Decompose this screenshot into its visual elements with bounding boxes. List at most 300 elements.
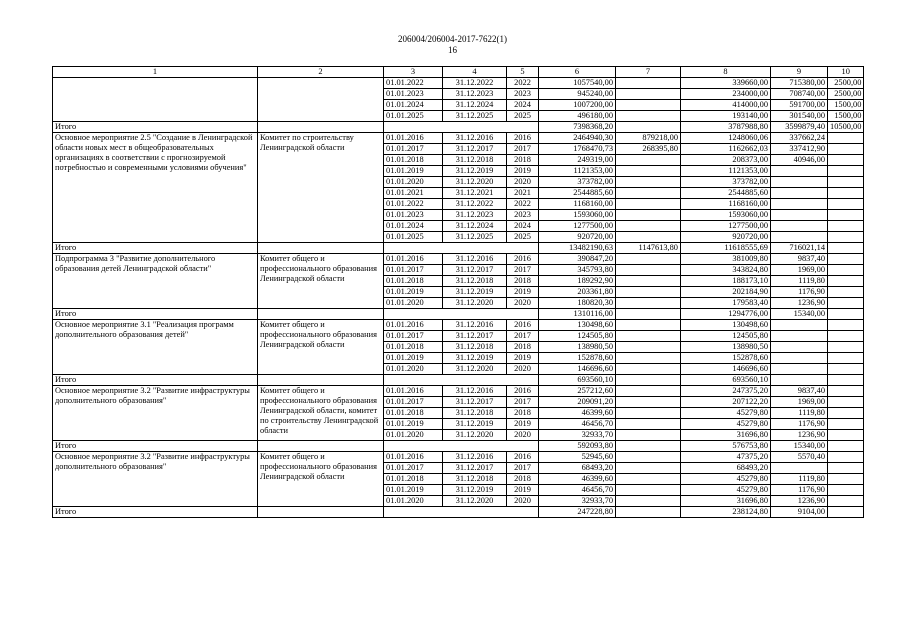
federal-budget [616, 155, 681, 166]
col-header: 3 [384, 67, 443, 78]
start-date: 01.01.2016 [384, 320, 443, 331]
year: 2022 [507, 78, 539, 89]
local-budget: 1236,90 [771, 496, 828, 507]
total-amount: 189292,90 [539, 276, 616, 287]
other-sources [828, 155, 864, 166]
header-row [53, 67, 864, 78]
year: 2020 [507, 298, 539, 309]
other-sources: 1500,00 [828, 100, 864, 111]
year: 2017 [507, 397, 539, 408]
total-row [53, 375, 864, 386]
local-budget [771, 342, 828, 353]
total-row [53, 441, 864, 452]
start-date: 01.01.2016 [384, 386, 443, 397]
year: 2023 [507, 210, 539, 221]
regional-budget: 45279,80 [681, 419, 771, 430]
federal-budget [616, 463, 681, 474]
local-budget [771, 177, 828, 188]
federal-budget [616, 309, 681, 320]
other-sources [828, 430, 864, 441]
end-date: 31.12.2025 [443, 111, 507, 122]
other-sources [828, 254, 864, 265]
end-date: 31.12.2018 [443, 276, 507, 287]
total-amount: 257212,60 [539, 386, 616, 397]
total-label: Итого [53, 243, 258, 254]
end-date: 31.12.2020 [443, 298, 507, 309]
regional-budget: 1248060,06 [681, 133, 771, 144]
total-amount: 138980,50 [539, 342, 616, 353]
year: 2022 [507, 199, 539, 210]
end-date: 31.12.2018 [443, 342, 507, 353]
local-budget [771, 232, 828, 243]
col-header: 9 [771, 67, 828, 78]
year: 2019 [507, 287, 539, 298]
executor: Комитет по строительству Ленинградской области [258, 133, 384, 243]
local-budget: 9837,40 [771, 386, 828, 397]
empty-cell [258, 243, 384, 254]
regional-budget: 1277500,00 [681, 221, 771, 232]
other-sources [828, 441, 864, 452]
total-label: Итого [53, 309, 258, 320]
executor: Комитет общего и профессионального образования Ленинградской области [258, 320, 384, 375]
total-label: Итого [53, 122, 258, 133]
end-date: 31.12.2019 [443, 287, 507, 298]
total-amount: 146696,60 [539, 364, 616, 375]
local-budget: 1236,90 [771, 430, 828, 441]
year: 2020 [507, 177, 539, 188]
regional-budget: 920720,00 [681, 232, 771, 243]
other-sources [828, 463, 864, 474]
other-sources: 10500,00 [828, 122, 864, 133]
local-budget [771, 188, 828, 199]
regional-budget: 45279,80 [681, 474, 771, 485]
federal-budget [616, 276, 681, 287]
local-budget [771, 375, 828, 386]
local-budget: 337412,90 [771, 144, 828, 155]
other-sources [828, 375, 864, 386]
col-header: 4 [443, 67, 507, 78]
end-date: 31.12.2019 [443, 353, 507, 364]
start-date: 01.01.2020 [384, 364, 443, 375]
total-amount: 592093,80 [539, 441, 616, 452]
col-header: 6 [539, 67, 616, 78]
local-budget: 337662,24 [771, 133, 828, 144]
local-budget: 1119,80 [771, 474, 828, 485]
start-date: 01.01.2022 [384, 199, 443, 210]
regional-budget: 1162662,03 [681, 144, 771, 155]
regional-budget: 238124,80 [681, 507, 771, 518]
total-amount: 945240,00 [539, 89, 616, 100]
local-budget: 15340,00 [771, 309, 828, 320]
year: 2016 [507, 386, 539, 397]
end-date: 31.12.2019 [443, 419, 507, 430]
total-amount: 209091,20 [539, 397, 616, 408]
total-amount: 496180,00 [539, 111, 616, 122]
total-amount: 46456,70 [539, 485, 616, 496]
other-sources [828, 386, 864, 397]
regional-budget: 11618555,69 [681, 243, 771, 254]
total-amount: 1168160,00 [539, 199, 616, 210]
year: 2024 [507, 100, 539, 111]
local-budget: 708740,00 [771, 89, 828, 100]
total-amount: 46399,60 [539, 474, 616, 485]
end-date: 31.12.2017 [443, 265, 507, 276]
regional-budget: 31696,80 [681, 430, 771, 441]
year: 2019 [507, 485, 539, 496]
end-date: 31.12.2018 [443, 474, 507, 485]
start-date: 01.01.2020 [384, 298, 443, 309]
total-amount: 46456,70 [539, 419, 616, 430]
table-row [53, 386, 864, 397]
col-header: 10 [828, 67, 864, 78]
federal-budget [616, 232, 681, 243]
year: 2017 [507, 463, 539, 474]
year: 2019 [507, 166, 539, 177]
local-budget: 715380,00 [771, 78, 828, 89]
federal-budget [616, 287, 681, 298]
local-budget: 40946,00 [771, 155, 828, 166]
total-amount: 1007200,00 [539, 100, 616, 111]
regional-budget: 414000,00 [681, 100, 771, 111]
other-sources [828, 133, 864, 144]
end-date: 31.12.2023 [443, 89, 507, 100]
page-number: 16 [448, 45, 457, 55]
regional-budget: 31696,80 [681, 496, 771, 507]
start-date: 01.01.2017 [384, 144, 443, 155]
end-date: 31.12.2023 [443, 210, 507, 221]
col-header: 7 [616, 67, 681, 78]
local-budget: 1176,90 [771, 419, 828, 430]
federal-budget [616, 496, 681, 507]
executor: Комитет общего и профессионального образования Ленинградской области [258, 452, 384, 507]
col-header: 1 [53, 67, 258, 78]
start-date: 01.01.2019 [384, 419, 443, 430]
local-budget [771, 166, 828, 177]
other-sources [828, 243, 864, 254]
federal-budget [616, 111, 681, 122]
federal-budget [616, 331, 681, 342]
total-row [53, 243, 864, 254]
local-budget: 9837,40 [771, 254, 828, 265]
federal-budget [616, 474, 681, 485]
other-sources [828, 298, 864, 309]
year: 2021 [507, 188, 539, 199]
local-budget [771, 331, 828, 342]
table-row [53, 78, 864, 89]
start-date: 01.01.2021 [384, 188, 443, 199]
regional-budget: 138980,50 [681, 342, 771, 353]
table-body [53, 78, 864, 518]
total-label: Итого [53, 441, 258, 452]
local-budget: 1969,00 [771, 397, 828, 408]
federal-budget [616, 78, 681, 89]
other-sources [828, 474, 864, 485]
local-budget: 15340,00 [771, 441, 828, 452]
total-amount: 32933,70 [539, 430, 616, 441]
federal-budget [616, 298, 681, 309]
empty-cell [258, 309, 384, 320]
other-sources [828, 309, 864, 320]
regional-budget: 146696,60 [681, 364, 771, 375]
program-title: Основное мероприятие 3.2 "Развитие инфраструктуры дополнительного образования" [53, 452, 258, 507]
regional-budget: 343824,80 [681, 265, 771, 276]
end-date: 31.12.2025 [443, 232, 507, 243]
federal-budget [616, 188, 681, 199]
local-budget: 5570,40 [771, 452, 828, 463]
federal-budget: 268395,80 [616, 144, 681, 155]
regional-budget: 1294776,00 [681, 309, 771, 320]
program-title: Подпрограмма 3 "Развитие дополнительного образования детей Ленинградской области" [53, 254, 258, 309]
federal-budget [616, 177, 681, 188]
local-budget: 1176,90 [771, 287, 828, 298]
federal-budget: 879218,00 [616, 133, 681, 144]
end-date: 31.12.2021 [443, 188, 507, 199]
total-amount: 345793,80 [539, 265, 616, 276]
year: 2018 [507, 276, 539, 287]
end-date: 31.12.2024 [443, 100, 507, 111]
local-budget: 1236,90 [771, 298, 828, 309]
federal-budget [616, 408, 681, 419]
start-date: 01.01.2019 [384, 166, 443, 177]
total-amount: 180820,30 [539, 298, 616, 309]
empty-cell [258, 441, 384, 452]
executor: Комитет общего и профессионального образования Ленинградской области, комитет по строительству Ленинградской области [258, 386, 384, 441]
other-sources [828, 144, 864, 155]
federal-budget [616, 100, 681, 111]
federal-budget [616, 441, 681, 452]
regional-budget: 45279,80 [681, 408, 771, 419]
local-budget: 1176,90 [771, 485, 828, 496]
total-amount: 152878,60 [539, 353, 616, 364]
empty-cell [384, 375, 539, 386]
total-amount: 920720,00 [539, 232, 616, 243]
start-date: 01.01.2018 [384, 276, 443, 287]
start-date: 01.01.2020 [384, 177, 443, 188]
year: 2019 [507, 353, 539, 364]
local-budget: 3599879,40 [771, 122, 828, 133]
start-date: 01.01.2019 [384, 485, 443, 496]
year: 2016 [507, 320, 539, 331]
end-date: 31.12.2020 [443, 496, 507, 507]
total-amount: 203361,80 [539, 287, 616, 298]
end-date: 31.12.2016 [443, 452, 507, 463]
executor [258, 78, 384, 122]
year: 2017 [507, 331, 539, 342]
end-date: 31.12.2018 [443, 155, 507, 166]
regional-budget: 207122,20 [681, 397, 771, 408]
empty-cell [384, 122, 539, 133]
regional-budget: 45279,80 [681, 485, 771, 496]
total-amount: 46399,60 [539, 408, 616, 419]
year: 2020 [507, 364, 539, 375]
other-sources: 2500,00 [828, 78, 864, 89]
year: 2018 [507, 155, 539, 166]
table-row [53, 452, 864, 463]
regional-budget: 193140,00 [681, 111, 771, 122]
start-date: 01.01.2016 [384, 254, 443, 265]
regional-budget: 202184,90 [681, 287, 771, 298]
local-budget [771, 210, 828, 221]
other-sources [828, 320, 864, 331]
end-date: 31.12.2017 [443, 331, 507, 342]
year: 2016 [507, 452, 539, 463]
end-date: 31.12.2017 [443, 397, 507, 408]
total-amount: 2544885,60 [539, 188, 616, 199]
total-amount: 1121353,00 [539, 166, 616, 177]
federal-budget [616, 419, 681, 430]
federal-budget [616, 210, 681, 221]
federal-budget: 1147613,80 [616, 243, 681, 254]
empty-cell [258, 507, 384, 518]
total-row [53, 122, 864, 133]
regional-budget: 68493,20 [681, 463, 771, 474]
col-header: 5 [507, 67, 539, 78]
regional-budget: 1121353,00 [681, 166, 771, 177]
other-sources: 1500,00 [828, 111, 864, 122]
table-row [53, 254, 864, 265]
local-budget [771, 221, 828, 232]
year: 2016 [507, 254, 539, 265]
regional-budget: 234000,00 [681, 89, 771, 100]
federal-budget [616, 320, 681, 331]
year: 2016 [507, 133, 539, 144]
regional-budget: 130498,60 [681, 320, 771, 331]
budget-table [52, 66, 864, 518]
end-date: 31.12.2024 [443, 221, 507, 232]
year: 2019 [507, 419, 539, 430]
start-date: 01.01.2020 [384, 496, 443, 507]
year: 2024 [507, 221, 539, 232]
end-date: 31.12.2016 [443, 133, 507, 144]
other-sources [828, 177, 864, 188]
other-sources [828, 166, 864, 177]
other-sources [828, 353, 864, 364]
local-budget [771, 353, 828, 364]
federal-budget [616, 122, 681, 133]
regional-budget: 208373,00 [681, 155, 771, 166]
federal-budget [616, 221, 681, 232]
total-amount: 1277500,00 [539, 221, 616, 232]
start-date: 01.01.2023 [384, 210, 443, 221]
regional-budget: 2544885,60 [681, 188, 771, 199]
federal-budget [616, 386, 681, 397]
local-budget: 1969,00 [771, 265, 828, 276]
program-title [53, 78, 258, 122]
col-header: 8 [681, 67, 771, 78]
federal-budget [616, 89, 681, 100]
year: 2020 [507, 496, 539, 507]
other-sources [828, 232, 864, 243]
start-date: 01.01.2020 [384, 430, 443, 441]
program-title: Основное мероприятие 3.1 "Реализация программ дополнительного образования детей" [53, 320, 258, 375]
total-amount: 1310116,00 [539, 309, 616, 320]
other-sources: 2500,00 [828, 89, 864, 100]
federal-budget [616, 430, 681, 441]
local-budget: 301540,00 [771, 111, 828, 122]
total-amount: 247228,80 [539, 507, 616, 518]
local-budget: 716021,14 [771, 243, 828, 254]
local-budget [771, 320, 828, 331]
start-date: 01.01.2017 [384, 331, 443, 342]
start-date: 01.01.2016 [384, 133, 443, 144]
other-sources [828, 221, 864, 232]
regional-budget: 1168160,00 [681, 199, 771, 210]
regional-budget: 373782,00 [681, 177, 771, 188]
total-amount: 130498,60 [539, 320, 616, 331]
total-row [53, 507, 864, 518]
other-sources [828, 188, 864, 199]
total-amount: 2464940,30 [539, 133, 616, 144]
start-date: 01.01.2019 [384, 353, 443, 364]
federal-budget [616, 364, 681, 375]
total-amount: 1768470,73 [539, 144, 616, 155]
total-amount: 68493,20 [539, 463, 616, 474]
federal-budget [616, 254, 681, 265]
document-id: 206004/206004-2017-7622(1) [398, 34, 507, 44]
federal-budget [616, 452, 681, 463]
end-date: 31.12.2022 [443, 78, 507, 89]
local-budget [771, 199, 828, 210]
year: 2025 [507, 232, 539, 243]
program-title: Основное мероприятие 3.2 "Развитие инфраструктуры дополнительного образования" [53, 386, 258, 441]
federal-budget [616, 166, 681, 177]
table-row [53, 133, 864, 144]
total-amount: 693560,10 [539, 375, 616, 386]
regional-budget: 188173,10 [681, 276, 771, 287]
year: 2017 [507, 265, 539, 276]
federal-budget [616, 342, 681, 353]
year: 2018 [507, 342, 539, 353]
regional-budget: 693560,10 [681, 375, 771, 386]
other-sources [828, 419, 864, 430]
local-budget: 9104,00 [771, 507, 828, 518]
local-budget: 1119,80 [771, 408, 828, 419]
end-date: 31.12.2022 [443, 199, 507, 210]
total-amount: 390847,20 [539, 254, 616, 265]
regional-budget: 179583,40 [681, 298, 771, 309]
end-date: 31.12.2020 [443, 364, 507, 375]
col-header: 2 [258, 67, 384, 78]
start-date: 01.01.2018 [384, 342, 443, 353]
regional-budget: 381009,80 [681, 254, 771, 265]
total-row [53, 309, 864, 320]
regional-budget: 47375,20 [681, 452, 771, 463]
total-amount: 1593060,00 [539, 210, 616, 221]
federal-budget [616, 265, 681, 276]
other-sources [828, 287, 864, 298]
end-date: 31.12.2019 [443, 485, 507, 496]
other-sources [828, 507, 864, 518]
empty-cell [384, 441, 539, 452]
start-date: 01.01.2024 [384, 100, 443, 111]
end-date: 31.12.2019 [443, 166, 507, 177]
start-date: 01.01.2018 [384, 408, 443, 419]
regional-budget: 339660,00 [681, 78, 771, 89]
year: 2018 [507, 408, 539, 419]
empty-cell [258, 122, 384, 133]
start-date: 01.01.2022 [384, 78, 443, 89]
total-amount: 124505,80 [539, 331, 616, 342]
table-row [53, 320, 864, 331]
other-sources [828, 342, 864, 353]
other-sources [828, 485, 864, 496]
start-date: 01.01.2017 [384, 265, 443, 276]
start-date: 01.01.2017 [384, 397, 443, 408]
empty-cell [258, 375, 384, 386]
total-amount: 32933,70 [539, 496, 616, 507]
empty-cell [384, 309, 539, 320]
local-budget: 1119,80 [771, 276, 828, 287]
